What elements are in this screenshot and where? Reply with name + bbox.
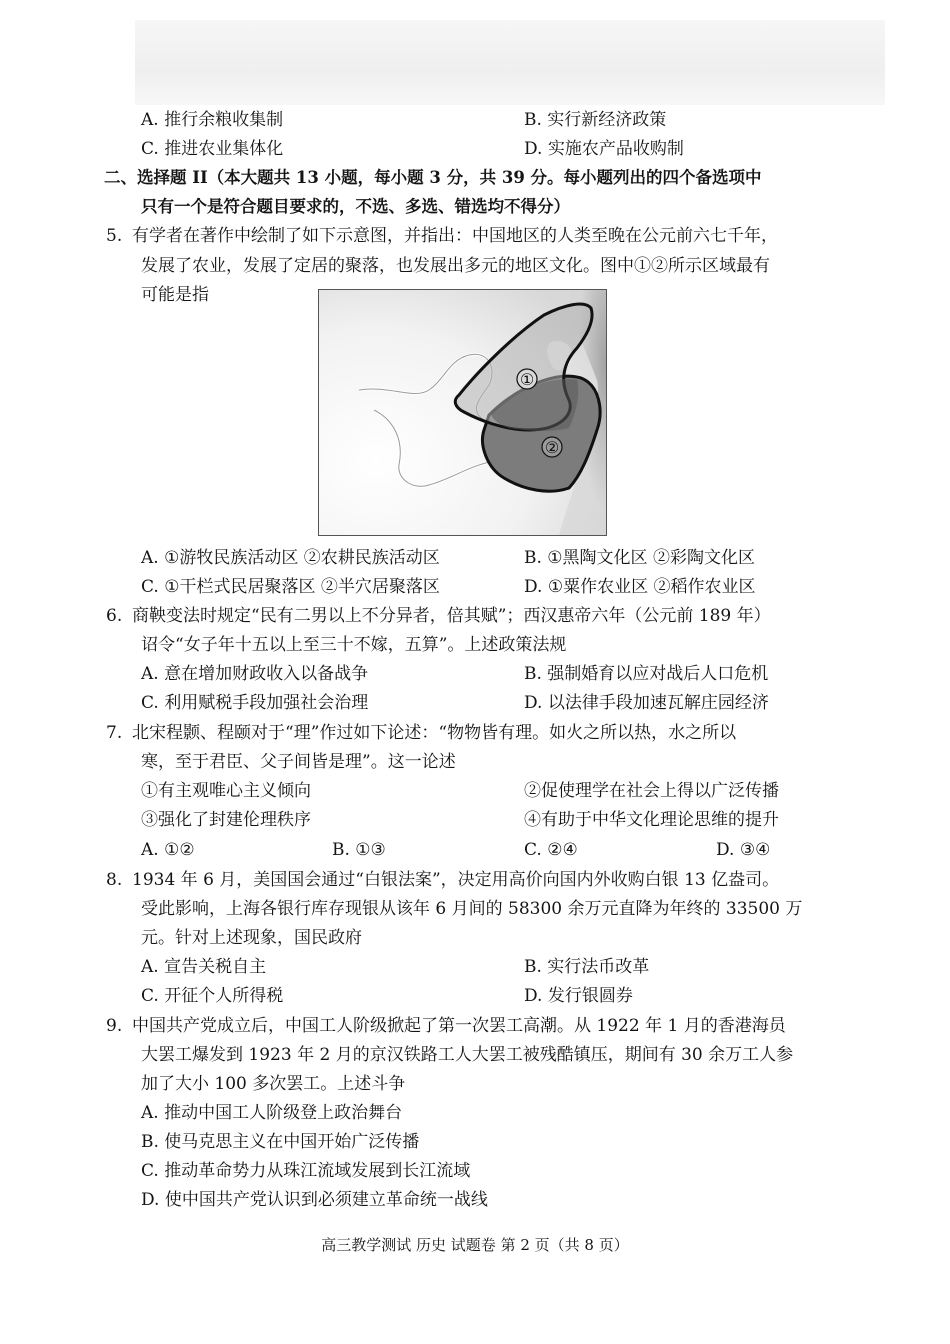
q9-option-a: A. 推动中国工人阶级登上政治舞台 bbox=[141, 1103, 403, 1123]
q7-item-1: ①有主观唯心主义倾向 bbox=[141, 781, 311, 801]
q7-option-b: B. ①③ bbox=[332, 840, 386, 860]
q4-option-d: D. 实施农产品收购制 bbox=[524, 139, 684, 159]
q5-option-b: B. ①黑陶文化区 ②彩陶文化区 bbox=[524, 548, 755, 568]
q9-stem-line2: 大罢工爆发到 1923 年 2 月的京汉铁路工人大罢工被残酷镇压，期间有 30 余万工人参 bbox=[141, 1045, 794, 1065]
q6-option-d: D. 以法律手段加速瓦解庄园经济 bbox=[524, 693, 769, 713]
china-schematic-map bbox=[319, 290, 606, 535]
q8-number: 8. bbox=[106, 870, 123, 890]
q7-number: 7. bbox=[106, 723, 123, 743]
q8-option-b: B. 实行法币改革 bbox=[524, 957, 650, 977]
q4-option-c: C. 推进农业集体化 bbox=[141, 139, 284, 159]
q7-option-c: C. ②④ bbox=[524, 840, 578, 860]
q4-option-b: B. 实行新经济政策 bbox=[524, 110, 667, 130]
q8-option-d: D. 发行银圆券 bbox=[524, 986, 633, 1006]
q8-stem-line1: 1934 年 6 月，美国国会通过“白银法案”，决定用高价向国内外收购白银 13 亿盎司。 bbox=[132, 870, 780, 890]
region-2-label: ② bbox=[544, 438, 560, 457]
q8-option-a: A. 宣告关税自主 bbox=[141, 957, 267, 977]
q9-stem-line3: 加了大小 100 多次罢工。上述斗争 bbox=[141, 1074, 406, 1094]
q6-option-b: B. 强制婚育以应对战后人口危机 bbox=[524, 664, 769, 684]
q5-stem-line1: 有学者在著作中绘制了如下示意图，并指出：中国地区的人类至晚在公元前六七千年， bbox=[132, 226, 778, 246]
q7-item-2: ②促使理学在社会上得以广泛传播 bbox=[524, 781, 779, 801]
q9-option-c: C. 推动革命势力从珠江流域发展到长江流域 bbox=[141, 1161, 471, 1181]
q5-number: 5. bbox=[106, 226, 123, 246]
section-heading-line1: 二、选择题 II（本大题共 13 小题，每小题 3 分，共 39 分。每小题列出的四个备选项中 bbox=[104, 168, 762, 187]
q9-option-b: B. 使马克思主义在中国开始广泛传播 bbox=[141, 1132, 420, 1152]
q9-stem-line1: 中国共产党成立后，中国工人阶级掀起了第一次罢工高潮。从 1922 年 1 月的香港海员 bbox=[132, 1016, 786, 1036]
q5-stem-line2: 发展了农业，发展了定居的聚落，也发展出多元的地区文化。图中①②所示区域最有 bbox=[141, 256, 770, 276]
q7-item-4: ④有助于中华文化理论思维的提升 bbox=[524, 810, 779, 830]
q6-option-c: C. 利用赋税手段加强社会治理 bbox=[141, 693, 369, 713]
q8-option-c: C. 开征个人所得税 bbox=[141, 986, 284, 1006]
q8-stem-line3: 元。针对上述现象，国民政府 bbox=[141, 928, 362, 948]
q4-option-a: A. 推行余粮收集制 bbox=[141, 110, 284, 130]
q6-stem-line1: 商鞅变法时规定“民有二男以上不分异者，倍其赋”；西汉惠帝六年（公元前 189 年） bbox=[132, 606, 771, 626]
q5-option-d: D. ①粟作农业区 ②稻作农业区 bbox=[524, 577, 756, 597]
q5-option-a: A. ①游牧民族活动区 ②农耕民族活动区 bbox=[141, 548, 440, 568]
q7-stem-line1: 北宋程颢、程颐对于“理”作过如下论述：“物物皆有理。如火之所以热，水之所以 bbox=[132, 723, 737, 743]
q6-option-a: A. 意在增加财政收入以备战争 bbox=[141, 664, 369, 684]
q9-number: 9. bbox=[106, 1016, 123, 1036]
q5-map-figure bbox=[318, 289, 607, 536]
region-1-label: ① bbox=[519, 370, 535, 389]
q6-number: 6. bbox=[106, 606, 123, 626]
q5-option-c: C. ①干栏式民居聚落区 ②半穴居聚落区 bbox=[141, 577, 440, 597]
q7-item-3: ③强化了封建伦理秩序 bbox=[141, 810, 311, 830]
q6-stem-line2: 诏令“女子年十五以上至三十不嫁，五算”。上述政策法规 bbox=[141, 635, 567, 655]
q7-stem-line2: 寒，至于君臣、父子间皆是理”。这一论述 bbox=[141, 752, 456, 772]
scan-header-shadow bbox=[135, 20, 885, 105]
q9-option-d: D. 使中国共产党认识到必须建立革命统一战线 bbox=[141, 1190, 488, 1210]
q8-stem-line2: 受此影响，上海各银行库存现银从该年 6 月间的 58300 余万元直降为年终的 33500 万 bbox=[141, 899, 803, 919]
q7-option-a: A. ①② bbox=[141, 840, 195, 860]
page-footer: 高三教学测试 历史 试题卷 第 2 页（共 8 页） bbox=[321, 1236, 629, 1254]
section-heading-line2: 只有一个是符合题目要求的，不选、多选、错选均不得分） bbox=[141, 197, 570, 216]
q5-stem-line3: 可能是指 bbox=[141, 285, 209, 305]
q7-option-d: D. ③④ bbox=[716, 840, 771, 860]
